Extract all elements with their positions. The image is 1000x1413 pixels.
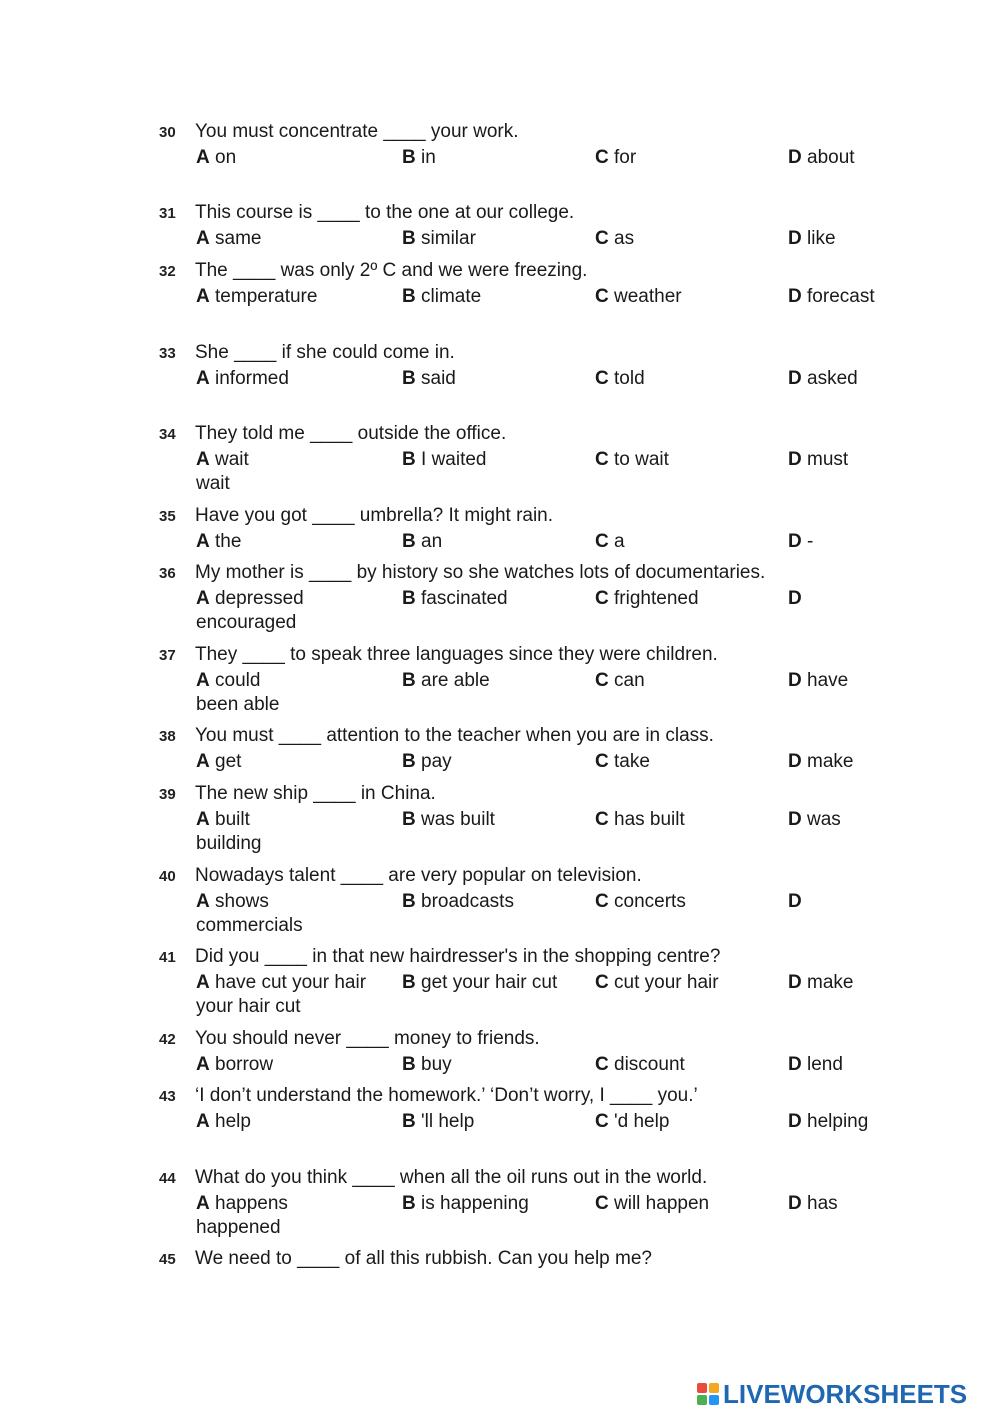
answer-options	[0, 146, 1000, 196]
option-text: help	[215, 1111, 251, 1132]
option-letter: D	[788, 972, 802, 993]
question-number: 39	[159, 786, 176, 803]
option-letter: B	[402, 588, 416, 609]
question-number: 34	[159, 426, 176, 443]
option-letter: B	[402, 891, 416, 912]
option-text: lend	[807, 1054, 843, 1075]
option-letter: C	[595, 809, 609, 830]
option-text: can	[614, 670, 645, 691]
option-letter: C	[595, 531, 609, 552]
option-text: a	[614, 531, 625, 552]
question-number: 32	[159, 263, 176, 280]
answer-options	[0, 971, 1000, 1021]
option-letter: D	[788, 228, 802, 249]
question-text: You should never ____ money to friends.	[195, 1028, 540, 1049]
option-text: built	[215, 809, 250, 830]
answer-options	[0, 367, 1000, 417]
option-d[interactable]	[196, 146, 876, 170]
option-letter: D	[788, 531, 802, 552]
option-letter: B	[402, 972, 416, 993]
option-letter: C	[595, 449, 609, 470]
question-text: We need to ____ of all this rubbish. Can you help me?	[195, 1248, 652, 1269]
answer-options	[0, 285, 1000, 335]
question-text: You must ____ attention to the teacher when you are in class.	[195, 725, 714, 746]
question-text: They ____ to speak three languages since they were children.	[195, 644, 718, 665]
option-letter: D	[788, 751, 802, 772]
option-letter: A	[196, 972, 210, 993]
question-text: Have you got ____ umbrella? It might rain.	[195, 505, 554, 526]
option-text: was built	[421, 809, 495, 830]
option-text: could	[215, 670, 261, 691]
option-letter: A	[196, 228, 210, 249]
option-d[interactable]	[196, 1110, 876, 1134]
option-text: was building	[196, 809, 841, 854]
option-text: climate	[421, 286, 482, 307]
option-letter: C	[595, 1054, 609, 1075]
logo-tile	[709, 1383, 719, 1393]
option-d[interactable]	[196, 285, 876, 309]
option-text: have cut your hair	[215, 972, 367, 993]
option-d[interactable]	[196, 750, 876, 774]
question-number: 37	[159, 647, 176, 664]
option-text: 'd help	[614, 1111, 670, 1132]
question-text: My mother is ____ by history so she watches lots of documentaries.	[195, 562, 766, 583]
option-text: fascinated	[421, 588, 508, 609]
option-letter: A	[196, 670, 210, 691]
question-text: She ____ if she could come in.	[195, 342, 455, 363]
option-d[interactable]	[196, 1192, 876, 1240]
option-letter: B	[402, 147, 416, 168]
question-text: They told me ____ outside the office.	[195, 423, 507, 444]
option-text: for	[614, 147, 637, 168]
option-d[interactable]	[196, 971, 876, 1019]
option-letter: D	[788, 1193, 802, 1214]
question-number: 36	[159, 565, 176, 582]
option-letter: D	[788, 1111, 802, 1132]
answer-options	[0, 750, 1000, 800]
question-number: 45	[159, 1251, 176, 1268]
answer-options	[0, 1110, 1000, 1160]
question-number: 43	[159, 1088, 176, 1105]
option-letter: D	[788, 449, 802, 470]
option-text: on	[215, 147, 237, 168]
option-text: make your hair cut	[196, 972, 854, 1017]
option-letter: A	[196, 449, 210, 470]
option-text: similar	[421, 228, 476, 249]
logo-tile	[709, 1395, 719, 1405]
question-number: 41	[159, 949, 176, 966]
option-text: same	[215, 228, 262, 249]
option-d[interactable]	[196, 890, 876, 938]
option-letter: A	[196, 809, 210, 830]
question-number: 40	[159, 868, 176, 885]
option-text: get your hair cut	[421, 972, 558, 993]
option-text: pay	[421, 751, 452, 772]
option-text: cut your hair	[614, 972, 719, 993]
option-d[interactable]	[196, 1053, 876, 1077]
option-letter: A	[196, 751, 210, 772]
option-d[interactable]	[196, 530, 876, 554]
answer-options	[0, 890, 1000, 940]
option-letter: A	[196, 1054, 210, 1075]
option-text: as	[614, 228, 635, 249]
option-letter: C	[595, 751, 609, 772]
option-text: will happen	[614, 1193, 710, 1214]
option-letter: D	[788, 286, 802, 307]
option-text: depressed	[215, 588, 304, 609]
option-d[interactable]	[196, 808, 876, 856]
logo-tile	[697, 1395, 707, 1405]
option-letter: C	[595, 147, 609, 168]
option-letter: B	[402, 670, 416, 691]
option-letter: A	[196, 588, 210, 609]
option-text: the	[215, 531, 242, 552]
option-text: encouraged	[196, 612, 297, 633]
question-number: 42	[159, 1031, 176, 1048]
option-letter: A	[196, 891, 210, 912]
question-number: 38	[159, 728, 176, 745]
option-letter: A	[196, 368, 210, 389]
option-letter: C	[595, 1111, 609, 1132]
option-text: weather	[614, 286, 682, 307]
question-number: 33	[159, 345, 176, 362]
option-d[interactable]	[196, 587, 876, 635]
option-letter: A	[196, 531, 210, 552]
option-letter: D	[788, 147, 802, 168]
option-text: is happening	[421, 1193, 529, 1214]
option-letter: C	[595, 286, 609, 307]
option-letter: C	[595, 972, 609, 993]
option-d[interactable]	[196, 367, 876, 391]
option-text: I waited	[421, 449, 487, 470]
option-letter: D	[788, 891, 802, 912]
question-number: 44	[159, 1170, 176, 1187]
logo-tile	[697, 1383, 707, 1393]
option-letter: D	[788, 670, 802, 691]
option-letter: B	[402, 1054, 416, 1075]
option-text: are able	[421, 670, 490, 691]
option-text: informed	[215, 368, 289, 389]
option-text: commercials	[196, 915, 303, 936]
option-text: have been able	[196, 670, 849, 715]
logo-icon	[697, 1383, 719, 1405]
option-letter: A	[196, 1193, 210, 1214]
option-text: told	[614, 368, 645, 389]
option-letter: D	[788, 1054, 802, 1075]
option-text: has happened	[196, 1193, 838, 1238]
logo-text: LIVEWORKSHEETS	[723, 1378, 968, 1409]
option-letter: B	[402, 368, 416, 389]
option-text: to wait	[614, 449, 669, 470]
option-text: -	[807, 531, 814, 552]
option-letter: B	[402, 751, 416, 772]
option-letter: B	[402, 1111, 416, 1132]
option-text: must wait	[196, 449, 849, 494]
option-text: has built	[614, 809, 685, 830]
option-letter: C	[595, 670, 609, 691]
option-text: borrow	[215, 1054, 274, 1075]
option-text: said	[421, 368, 456, 389]
option-text: asked	[807, 368, 858, 389]
option-d[interactable]	[196, 227, 876, 251]
option-text: wait	[215, 449, 249, 470]
option-letter: B	[402, 531, 416, 552]
option-text: happens	[215, 1193, 288, 1214]
option-letter: C	[595, 891, 609, 912]
option-text: buy	[421, 1054, 452, 1075]
option-letter: D	[788, 368, 802, 389]
option-text: like	[807, 228, 836, 249]
option-text: forecast	[807, 286, 875, 307]
option-letter: B	[402, 1193, 416, 1214]
question-text: You must concentrate ____ your work.	[195, 121, 519, 142]
option-text: take	[614, 751, 650, 772]
option-text: helping	[807, 1111, 869, 1132]
option-text: get	[215, 751, 242, 772]
option-text: an	[421, 531, 443, 552]
question-text: Did you ____ in that new hairdresser's in the shopping centre?	[195, 946, 721, 967]
option-text: in	[421, 147, 436, 168]
question-text: This course is ____ to the one at our college.	[195, 202, 575, 223]
question-number: 35	[159, 508, 176, 525]
option-text: temperature	[215, 286, 318, 307]
option-text: shows	[215, 891, 269, 912]
answer-options	[0, 808, 1000, 858]
option-letter: C	[595, 228, 609, 249]
option-text: 'll help	[421, 1111, 475, 1132]
option-text: make	[807, 751, 854, 772]
option-letter: B	[402, 809, 416, 830]
option-text: concerts	[614, 891, 686, 912]
option-text: about	[807, 147, 855, 168]
option-letter: B	[402, 449, 416, 470]
question-number: 31	[159, 205, 176, 222]
option-d[interactable]	[196, 669, 876, 717]
answer-options	[0, 1192, 1000, 1242]
question-number: 30	[159, 124, 176, 141]
question-text: ‘I don’t understand the homework.’ ‘Don’t worry, I ____ you.’	[195, 1085, 698, 1106]
question-text: What do you think ____ when all the oil runs out in the world.	[195, 1167, 708, 1188]
option-letter: D	[788, 588, 802, 609]
question-text: Nowadays talent ____ are very popular on television.	[195, 865, 642, 886]
option-letter: A	[196, 1111, 210, 1132]
question-text: The ____ was only 2º C and we were freezing.	[195, 260, 588, 281]
option-text: frightened	[614, 588, 699, 609]
option-letter: C	[595, 588, 609, 609]
option-letter: B	[402, 228, 416, 249]
option-letter: A	[196, 286, 210, 307]
option-text: broadcasts	[421, 891, 514, 912]
option-d[interactable]	[196, 448, 876, 496]
liveworksheets-logo	[697, 1378, 967, 1410]
question-text: The new ship ____ in China.	[195, 783, 436, 804]
answer-options	[0, 448, 1000, 498]
answer-options	[0, 587, 1000, 637]
answer-options	[0, 669, 1000, 719]
option-letter: A	[196, 147, 210, 168]
option-letter: D	[788, 809, 802, 830]
option-letter: B	[402, 286, 416, 307]
option-letter: C	[595, 1193, 609, 1214]
option-letter: C	[595, 368, 609, 389]
option-text: discount	[614, 1054, 685, 1075]
